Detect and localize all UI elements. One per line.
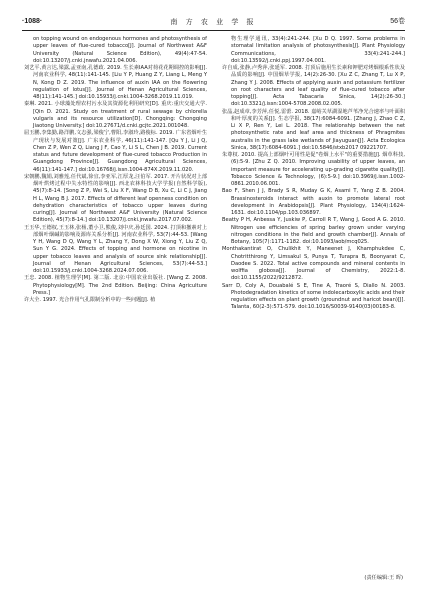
reference-entry: Monthakantirat O, Chulikhit Y, Maneenet J, Khamphukdee C, Chotritthirong Y, Limsakul S, Punya T, Turapra B, Boonyarat C, Daodee S. 2022. Total active compounds and mineral contents in wolffia globosa[J]. Journal of Chemistry, 2022:1-8. doi:10.1155/2022/9212872. xyxy=(222,246,405,282)
reference-entry: Sarr D, Coly A, Douabalé S E, Tine A, Traoré S, Diallo N. 2003. Photodegradation kinetics of some indolecarboxylic acids and their regulation effects on plant growth (groundnut and haricot bean)[J]. Talanta, 60(2-3):571-579. doi:10.1016/S0039-9140(03)00183-8. xyxy=(222,282,405,311)
journal-title: 南 方 农 业 学 报 xyxy=(170,18,257,26)
reference-entry: on topping wound on endogenous hormones and photosynthesis of upper leaves of flue-cured tobacco[J]. Journal of Northwest A&F University (Natural Science Edition), 49(4):47-54. doi:10.13207/j.cnki.jnwafu.2021.04.006. xyxy=(33,36,207,64)
reference-entry: Bao F, Shen J J, Brady S R, Muday G K, Asami T, Yang Z B. 2004. Brassinosteroids interact with auxin to promote lateral root development in Arabidopsis[J]. Plant Physiology, 134(4):1624-1631. doi:10.1104/pp.103.036897. xyxy=(222,188,405,216)
reference-entry: 许大全. 1997. 光合作用气孔限制分析中的一些问题[J]. 植 xyxy=(24,297,156,303)
reference-entry: 屈玉鹏,李集勤,路洋鹏,文志强,梁俊宁,曹阳,李淑玲,路俊标. 2019. 广东省烟叶生产现状与发展对策[J]. 广东农业科学, 46(11):141-147. [Qu Y J, Li J Q, Chen Z P, Wen Z Q, Liang J F, Cao Y, Li S L, Chen J B. 2019. Current status and future development of flue-cured tobacco Production in Guangdong Province[J]. Guangdong Agricultural Sciences, 46(11):141-147.] doi:10.16768/j.issn.1004-874X.2019.11.020. xyxy=(24,130,207,173)
reference-entry: 张晶,赵成章,李芳萍,任悦,雷蕾. 2018. 嘉峪关草湖湿地芦苇净光合速率与叶面积和叶厚度的关系[J]. 生态学报, 38(17):6084-6091. [Zhang J, Zhao C Z, Li X P, Ren Y, Lei L. 2018. The relationship between the net photosynthetic rate and leaf area and thickness of Phragmites australis in the grass lake wetlands of Jiayuguan[J]. Acta Ecologica Sinica, 38(17):6084-6091.] doi:10.5846/stxb2017 09221707. xyxy=(222,108,405,151)
reference-entry: 王玉华,王德权,王玉林,张杨,董小卫,熊俊,刘中庆,孙廷国. 2024. 打顶和撤素对上部烟叶烟碱的影响及源库关系分析[J]. 河南农业科学, 53(7):44-53. [Wang Y H, Wang D Q, Wang Y L, Zhang Y, Dong X W, Xiong Y, Liu Z Q, Sun Y G. 2024. Effects of topping and hormone on nicotine in upper tobacco leaves and analysis of source sink relationship[J]. Journal of Henan Agricultural Sciences, 53(7):44-53.] doi:10.15933/j.cnki.1004-3268.2024.07.006. xyxy=(24,224,207,274)
reference-entry: 朱尊权. 2010. 提高上部烟叶可用性是促"卷烟上水平"的重要措施[J]. 烟草科技, (6):5-9. [Zhu Z Q. 2010. Improving usability of upper leaves, an important measure for accelerating up-grading cigarette quality[J]. Tobacco Science & Technology, (6):5-9.] doi:10.3969/j.issn.1002-0861.2010.06.001. xyxy=(222,152,405,187)
reference-entry: 秦琳. 2021. 小球藻处理农村污水及其资源化利用研究[D]. 重庆:重庆交通大学. [Qin D. 2021. Study on treatment of rural sewage by chlorella vulgaris and its resource utilization[D]. Chongqing: Chongqing Jiaotong University.] doi:10.27671/d.cnki.gcjtc.2021.001048. xyxy=(24,101,207,129)
volume-label: 56卷 xyxy=(390,18,405,25)
reference-entry: 刘艺平,黄言达,梁露,孟亚南,孔德政. 2019. 生长素IAA对荷花花期调控的影响[J]. 河南农业科学, 48(11):141-145. [Liu Y P, Huang Z Y, Liang L, Meng Y N, Kong D Z. 2019. The influence of auxin IAA on the flowering regulation of lotus[J]. Journal of Henan Agricultural Sciences, 48(11):141-145.] doi:10.15933/j.cnki.1004-3268.2019.11.019. xyxy=(24,65,207,100)
right-column-references xyxy=(222,36,405,312)
reference-entry: 许自成,张静,卢秀萍,张延军. 2008. 打顶后施用生长素和钾肥对烤烟根系性状及品质的影响[J]. 中国烟草学报, 14(2):26-30. [Xu Z C, Zhang T, Lu X P, Zhang Y J. 2008. Effects of applying auxin and potassium fertilizer on root characters and leaf quality of flue-cured tobacco after topping[J]. Acta Tabacaria Sinica, 14(2):26-30.] doi:10.3321/j.issn:1004-5708.2008.02.005. xyxy=(222,65,405,108)
reference-entry: 宋朝鹏,魏娟,刘雅莲,任代斌,徐宜,李亚军,江厚龙,汪伯军. 2017. 开片状况对上部烟叶烘烤过程中失水特性的影响[J]. 西北农林科技大学学报(自然科学版), 45(7):8-14. [Song Z P, Wei S, Liu X F, Wang D B, Xu C, Li C J, Jiang H L, Wang B J. 2017. Effects of different leaf openness condition on dehydration characteristics of tobacco upper leaves during curing[J]. Journal of Northwest A&F University (Natural Science Edition), 45(7):8-14.] doi:10.13207/j.cnki.jnwafu.2017.07.002. xyxy=(24,173,207,224)
page-number: ·1088· xyxy=(22,18,43,25)
left-column-references xyxy=(24,36,207,304)
responsible-editor-note: (责任编辑:王 晖) xyxy=(364,575,403,581)
reference-entry: 物生理学通讯, 33(4):241-244. [Xu D Q. 1997. Some problems in stomatal limitation analysis of photosynthesis[J]. Plant Physiology Communications, 33(4):241-244.] doi:10.13592/j.cnki.ppj.1997.04.001. xyxy=(231,36,405,64)
running-header xyxy=(22,16,405,31)
reference-entry: 王忠. 2008. 植物生理学[M]. 第二版. 北京:中国农业出版社. [Wang Z. 2008. Phytophysiology[M]. The 2nd Edition. Beijing: China Agriculture Press.] xyxy=(24,275,207,296)
reference-entry: Beatty P H, Anbessa Y, Juskiw P, Carroll R T, Wang J, Good A G. 2010. Nitrogen use efficiencies of spring barley grown under varying nitrogen conditions in the field and growth chamber[J]. Annals of Botany, 105(7):1171-1182. doi:10.1093/aob/mcq025. xyxy=(222,217,405,245)
